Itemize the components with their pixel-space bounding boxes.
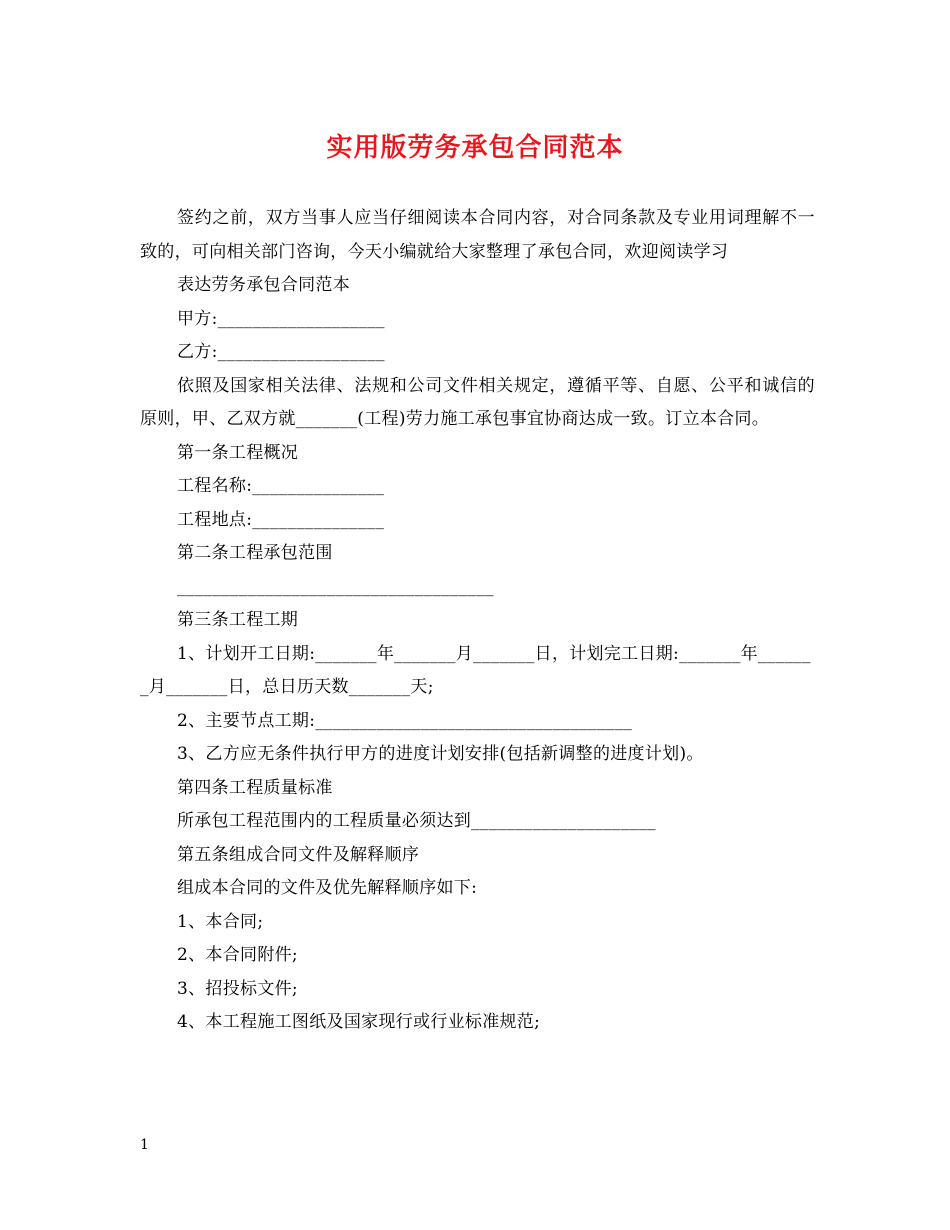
section-5-heading: 第五条组成合同文件及解释顺序 [177,844,420,865]
milestone-line: 2、主要节点工期:____________________________________ [177,710,633,731]
list-item: 1、本合同; [177,911,264,932]
party-b-line: 乙方:___________________ [177,342,385,362]
intro-paragraph: 签约之前，双方当事人应当仔细阅读本合同内容，对合同条款及专业用词理解不一致的，可向相关部门咨询，今天小编就给大家整理了承包合同，欢迎阅读学习 [140,208,815,262]
section-1-heading: 第一条工程概况 [177,442,299,463]
document-order-intro: 组成本合同的文件及优先解释顺序如下: [177,878,478,898]
party-a-line: 甲方:___________________ [177,308,385,329]
subtitle-line: 表达劳务承包合同范本 [177,275,350,295]
scope-blank-line: ____________________________________ [177,576,494,597]
page-number: 1 [140,1137,149,1153]
project-location-line: 工程地点:_______________ [177,509,385,530]
section-3-heading: 第三条工程工期 [177,610,299,630]
list-item: 2、本合同附件; [177,945,298,965]
document-body [140,202,815,1040]
section-2-heading: 第二条工程承包范围 [177,543,333,563]
list-item: 3、招投标文件; [177,978,298,999]
agreement-paragraph: 依照及国家相关法律、法规和公司文件相关规定，遵循平等、自愿、公平和诚信的原则，甲、乙双方就_______(工程)劳力施工承包事宜协商达成一致。订立本合同。 [140,375,815,429]
list-item: 4、本工程施工图纸及国家现行或行业标准规范; [177,1012,541,1032]
document-title: 实用版劳务承包合同范本 [326,133,624,163]
section-4-heading: 第四条工程质量标准 [177,777,333,798]
project-name-line: 工程名称:_______________ [177,476,385,496]
schedule-dates-paragraph: 1、计划开工日期:_______年_______月_______日，计划完工日期:_______年_______月_______日，总日历天数_______天; [140,643,811,697]
quality-standard-line: 所承包工程范围内的工程质量必须达到_____________________ [177,811,656,831]
schedule-compliance-line: 3、乙方应无条件执行甲方的进度计划安排(包括新调整的进度计划)。 [177,744,704,764]
